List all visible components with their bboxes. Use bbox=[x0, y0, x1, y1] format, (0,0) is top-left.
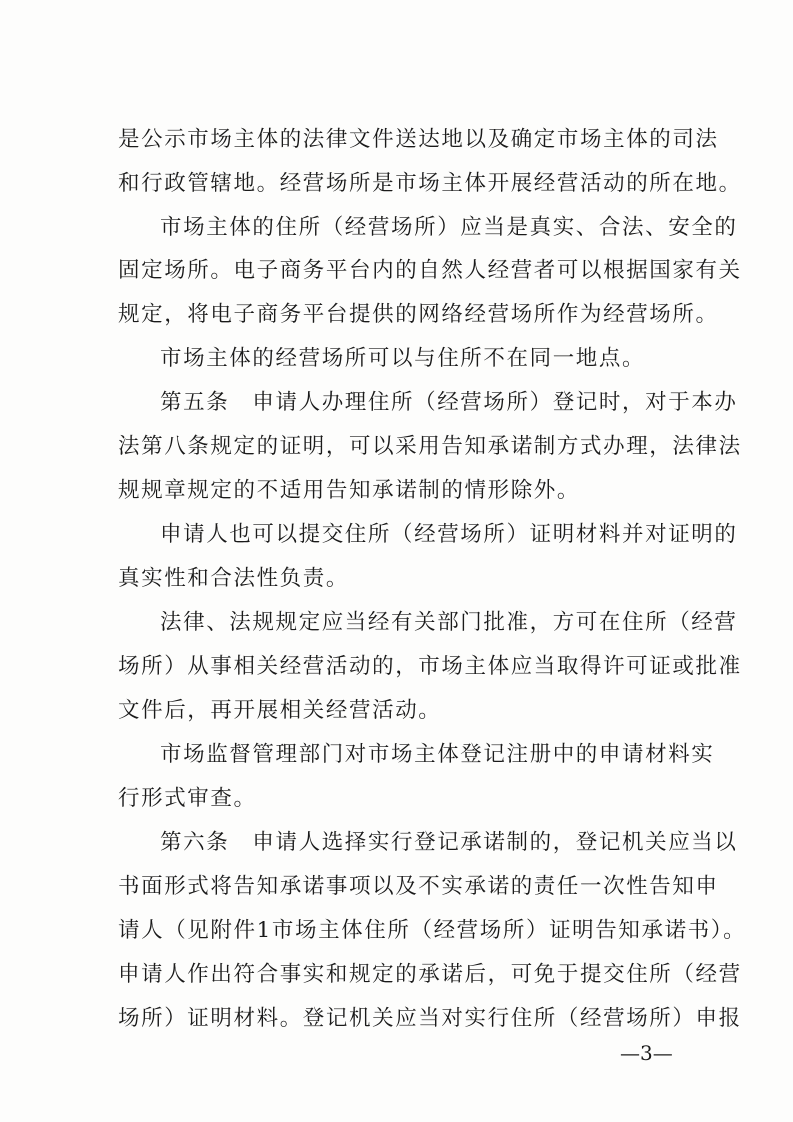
text-line: 第五条 申请人办理住所（经营场所）登记时，对于本办 bbox=[160, 390, 738, 415]
text-line: 市场主体的经营场所可以与住所不在同一地点。 bbox=[160, 346, 646, 371]
text-line: 场所）证明材料。登记机关应当对实行住所（经营场所）申报 bbox=[118, 1006, 742, 1031]
text-line: 市场主体的住所（经营场所）应当是真实、合法、安全的 bbox=[160, 215, 738, 240]
text-line: 真实性和合法性负责。 bbox=[118, 566, 350, 591]
text-line: 法第八条规定的证明，可以采用告知承诺制方式办理，法律法 bbox=[118, 434, 742, 459]
text-line: 固定场所。电子商务平台内的自然人经营者可以根据国家有关 bbox=[118, 258, 742, 283]
text-line: 和行政管辖地。经营场所是市场主体开展经营活动的所在地。 bbox=[118, 171, 742, 196]
text-line: 第六条 申请人选择实行登记承诺制的，登记机关应当以 bbox=[160, 830, 738, 855]
text-line: 规规章规定的不适用告知承诺制的情形除外。 bbox=[118, 478, 581, 503]
page-number: —3— bbox=[620, 1041, 673, 1065]
text-line: 书面形式将告知承诺事项以及不实承诺的责任一次性告知申 bbox=[118, 874, 719, 899]
text-line: 法律、法规规定应当经有关部门批准，方可在住所（经营 bbox=[160, 610, 738, 635]
text-line: 申请人也可以提交住所（经营场所）证明材料并对证明的 bbox=[160, 522, 738, 547]
text-line: 规定，将电子商务平台提供的网络经营场所作为经营场所。 bbox=[118, 302, 719, 327]
text-line: 是公示市场主体的法律文件送达地以及确定市场主体的司法 bbox=[118, 127, 719, 152]
text-line: 市场监督管理部门对市场主体登记注册中的申请材料实 bbox=[160, 742, 715, 767]
text-line: 请人（见附件1市场主体住所（经营场所）证明告知承诺书）。 bbox=[118, 918, 747, 943]
text-line: 场所）从事相关经营活动的，市场主体应当取得许可证或批准 bbox=[118, 654, 742, 679]
text-line: 文件后，再开展相关经营活动。 bbox=[118, 698, 442, 723]
text-line: 行形式审查。 bbox=[118, 786, 257, 811]
text-line: 申请人作出符合事实和规定的承诺后，可免于提交住所（经营 bbox=[118, 962, 742, 987]
